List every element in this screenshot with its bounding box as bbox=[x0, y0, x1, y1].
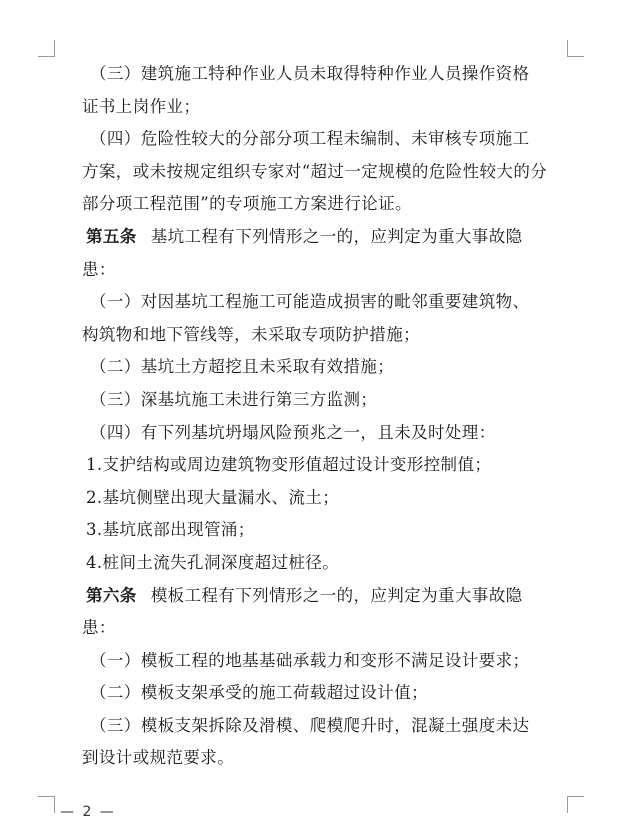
article-6-text: 模板工程有下列情形之一的，应判定为重大事故隐 bbox=[150, 585, 523, 605]
paragraph-line: （三）深基坑施工未进行第三方监测； bbox=[90, 389, 378, 409]
crop-mark-bottom-right bbox=[567, 796, 584, 813]
crop-mark-top-left bbox=[38, 40, 55, 57]
paragraph-line: 患： bbox=[82, 618, 116, 638]
article-5-heading: 第五条 bbox=[86, 226, 137, 246]
article-6-heading: 第六条 bbox=[86, 585, 137, 605]
paragraph-line: （二）基坑土方超挖且未采取有效措施； bbox=[90, 357, 395, 377]
paragraph-line: 构筑物和地下管线等，未采取专项防护措施； bbox=[82, 324, 420, 344]
paragraph-line: 患： bbox=[82, 259, 116, 279]
list-item: 1.支护结构或周边建筑物变形值超过设计变形控制值； bbox=[86, 455, 492, 475]
paragraph-line: （一）对因基坑工程施工可能造成损害的毗邻重要建筑物、 bbox=[90, 292, 530, 312]
paragraph-line: （三）模板支架拆除及滑模、爬模爬升时，混凝土强度未达 bbox=[90, 715, 530, 735]
list-item: 3.基坑底部出现管涌； bbox=[86, 520, 255, 540]
list-item: 2.基坑侧壁出现大量漏水、流土； bbox=[86, 487, 340, 507]
article-5-line bbox=[86, 221, 572, 254]
article-6-line bbox=[86, 580, 572, 613]
paragraph-line: 方案，或未按规定组织专家对“超过一定规模的危险性较大的分 bbox=[82, 161, 548, 181]
paragraph-line: （四）危险性较大的分部分项工程未编制、未审核专项施工 bbox=[90, 129, 530, 149]
paragraph-line: 部分项工程范围”的专项施工方案进行论证。 bbox=[82, 194, 412, 214]
document-body bbox=[82, 58, 572, 775]
paragraph-line: （一）模板工程的地基基础承载力和变形不满足设计要求； bbox=[90, 650, 530, 670]
article-5-text: 基坑工程有下列情形之一的，应判定为重大事故隐 bbox=[150, 226, 523, 246]
list-item: 4.桩间土流失孔洞深度超过桩径。 bbox=[86, 552, 340, 572]
paragraph-line: （二）模板支架承受的施工荷载超过设计值； bbox=[90, 683, 428, 703]
crop-mark-top-right bbox=[567, 40, 584, 57]
paragraph-line: （四）有下列基坑坍塌风险预兆之一，且未及时处理： bbox=[90, 422, 496, 442]
paragraph-line: 证书上岗作业； bbox=[82, 96, 201, 116]
page-number: — 2 — bbox=[60, 804, 116, 820]
paragraph-line: 到设计或规范要求。 bbox=[82, 748, 235, 768]
paragraph-line: （三）建筑施工特种作业人员未取得特种作业人员操作资格 bbox=[90, 64, 530, 83]
crop-mark-bottom-left bbox=[38, 796, 55, 813]
